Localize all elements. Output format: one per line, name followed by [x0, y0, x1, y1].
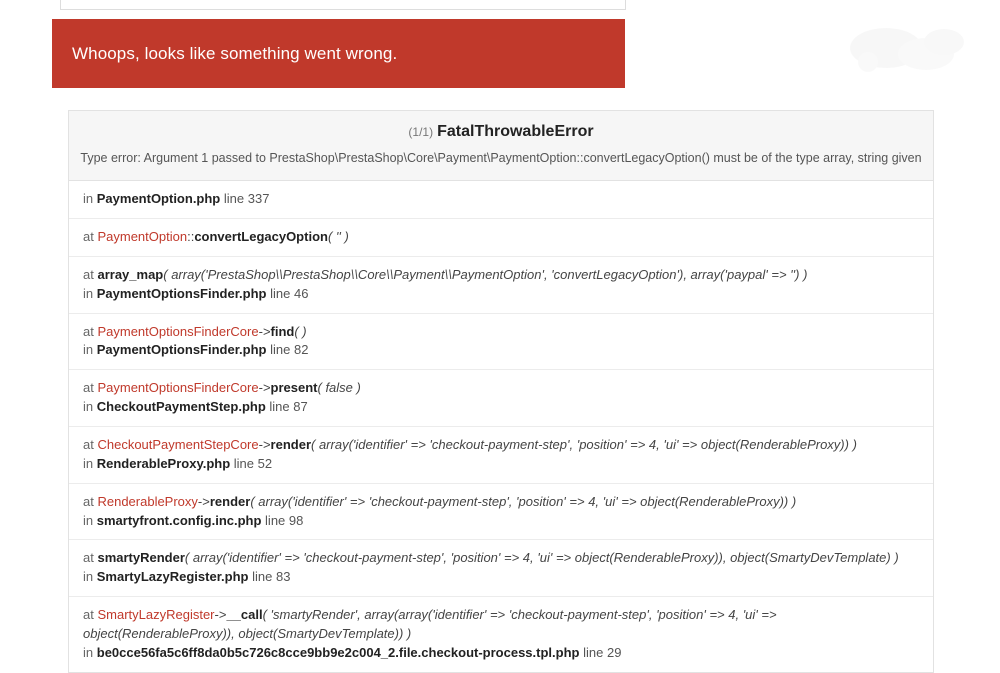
frame-args: ( array('identifier' => 'checkout-payment-step', 'position' => 4, 'ui' => object(RenderableProxy)) ): [250, 493, 797, 509]
frame-in-label: in: [83, 644, 94, 660]
frame-in-label: in: [83, 455, 94, 471]
frame-in-label: in: [83, 512, 94, 528]
frame-args: ( ): [294, 323, 307, 339]
frame-separator: ->: [214, 607, 227, 623]
frame-args: ( array('identifier' => 'checkout-payment-step', 'position' => 4, 'ui' => object(RenderableProxy)), object(SmartyDevTemplate) ): [184, 550, 899, 566]
frame-prefix: at: [83, 550, 94, 566]
stack-frame: [69, 181, 933, 219]
error-banner-text: Whoops, looks like something went wrong.: [72, 43, 398, 63]
frame-args: ( array('identifier' => 'checkout-payment-step', 'position' => 4, 'ui' => object(RenderableProxy)) ): [311, 437, 857, 452]
frame-line-number: 82: [294, 342, 309, 358]
frame-line-number: 337: [247, 191, 270, 207]
frame-separator: ::: [187, 229, 195, 245]
frame-method: render: [270, 437, 312, 452]
stack-frame: [69, 219, 933, 257]
frame-method: array_map: [97, 266, 164, 282]
frame-line-label: line: [233, 455, 255, 471]
frame-prefix: at: [83, 229, 94, 245]
frame-class[interactable]: PaymentOptionsFinderCore: [97, 380, 259, 396]
frame-file: PaymentOptionsFinder.php: [96, 285, 267, 301]
frame-line-number: 52: [257, 455, 273, 471]
frame-line-number: 83: [275, 569, 291, 585]
frame-line-label: line: [270, 342, 291, 358]
top-content-box: [60, 0, 626, 10]
stack-frame: [69, 257, 933, 314]
frame-prefix: at: [83, 493, 94, 509]
cloud-watermark-icon: [838, 18, 978, 80]
stack-frame: [69, 314, 933, 371]
stack-frame: [69, 427, 933, 484]
frame-prefix: at: [83, 607, 94, 623]
frame-prefix: in: [83, 191, 94, 207]
frame-line-label: line: [252, 569, 273, 585]
frame-method: find: [270, 323, 295, 339]
frame-line-number: 29: [606, 644, 622, 660]
frame-method: smartyRender: [97, 550, 185, 566]
error-title-row: [79, 123, 923, 141]
frame-args: ( array('PrestaShop\\PrestaShop\\Core\\Payment\\PaymentOption', 'convertLegacyOption'), array('paypal' => '') ): [163, 266, 808, 282]
frame-line-number: 98: [288, 512, 304, 528]
frame-file: smartyfront.config.inc.php: [96, 512, 262, 528]
frame-class[interactable]: CheckoutPaymentStepCore: [97, 437, 259, 452]
frame-class[interactable]: PaymentOptionsFinderCore: [97, 323, 259, 339]
frame-line-number: 46: [294, 285, 309, 301]
frame-method: present: [270, 380, 318, 396]
stack-frame: [69, 484, 933, 541]
frame-separator: ->: [258, 380, 271, 396]
frame-file: SmartyLazyRegister.php: [96, 569, 249, 585]
stack-trace-panel: [68, 110, 934, 673]
frame-file: PaymentOptionsFinder.php: [96, 342, 267, 358]
frame-method: __call: [226, 607, 263, 623]
error-message: Type error: Argument 1 passed to PrestaShop\PrestaShop\Core\Payment\PaymentOption::convertLegacyOption() must be of the type array, string given: [80, 151, 922, 165]
frame-file: be0cce56fa5c6ff8da0b5c726c8cce9bb9e2c004_2.file.checkout-process.tpl.php: [96, 644, 580, 660]
frame-line-label: line: [269, 399, 290, 415]
frame-file: RenderableProxy.php: [96, 455, 231, 471]
frame-line-label: line: [583, 644, 604, 660]
frame-args: ( '' ): [327, 229, 349, 245]
frame-args: ( false ): [317, 380, 361, 396]
frame-class[interactable]: RenderableProxy: [97, 493, 198, 509]
frame-line-label: line: [270, 285, 291, 301]
frame-method: render: [209, 493, 251, 509]
frame-line-number: 87: [293, 399, 308, 415]
frame-args: ( 'smartyRender', array(array('identifier' => 'checkout-payment-step', 'position' => 4, 'ui' => object(RenderableProxy)), object(SmartyDevTemplate)) ): [83, 607, 777, 641]
stack-frame: [69, 597, 933, 672]
frame-prefix: at: [83, 437, 94, 452]
error-type: FatalThrowableError: [437, 123, 594, 140]
frame-method: convertLegacyOption: [194, 229, 328, 245]
frame-line-label: line: [265, 512, 286, 528]
error-header: [69, 111, 933, 181]
stack-frame: [69, 370, 933, 427]
frame-separator: ->: [258, 437, 271, 452]
frame-prefix: at: [83, 323, 94, 339]
frame-in-label: in: [83, 399, 94, 415]
frame-class[interactable]: PaymentOption: [97, 229, 188, 245]
error-banner: [52, 19, 625, 88]
frame-file: PaymentOption.php: [96, 191, 221, 207]
error-count: (1/1): [408, 125, 434, 139]
frame-file: CheckoutPaymentStep.php: [96, 399, 266, 415]
frame-class[interactable]: SmartyLazyRegister: [97, 607, 215, 623]
frame-prefix: at: [83, 380, 94, 396]
frame-in-label: in: [83, 285, 94, 301]
frame-prefix: at: [83, 266, 94, 282]
frame-line-label: line: [223, 191, 245, 207]
frame-in-label: in: [83, 342, 94, 358]
frame-separator: ->: [197, 493, 210, 509]
frame-in-label: in: [83, 569, 94, 585]
frame-separator: ->: [258, 323, 271, 339]
stack-frame: [69, 540, 933, 597]
